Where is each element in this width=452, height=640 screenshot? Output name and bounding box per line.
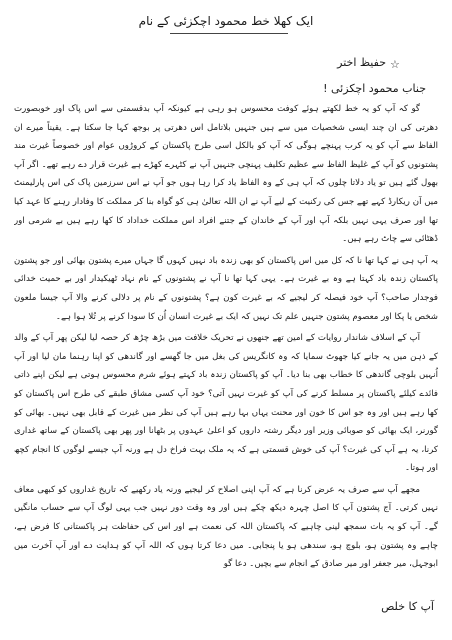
letter-body [14, 100, 438, 588]
paragraph-4: مجھے آپ سے صرف یہ عرض کرنا ہے کہ آپ اپنی اصلاح کر لیجیے ورنہ یاد رکھیے کہ تاریخ غداروں کو کبھی معاف نہیں کرتی۔ آج پشتون آپ کا اصل چہرہ دیکھ چکے ہیں اور وہ وقت دور نہیں جب یہی لوگ آپ سے حساب مانگیں گے۔ آپ کو یہ بات سمجھ لینی چاہیے کہ پاکستان اللہ کی نعمت ہے اور اس کی حفاظت ہر پاکستانی کا فرض ہے، چاہے وہ پشتون ہو، بلوچ ہو، سندھی ہو یا پنجابی۔ میں دعا کرتا ہوں کہ اللہ آپ کو ہدایت دے اور آپ آخرت میں ابوجہل، میر جعفر اور میر صادق کے انجام سے بچیں۔ دعا گو [14, 484, 438, 570]
title-underline [170, 33, 288, 34]
star-icon: ☆ [390, 58, 400, 71]
author-name: حفیظ اختر [337, 56, 386, 69]
letter-title: ایک کھلا خط محمود اچکزئی کے نام [138, 14, 314, 28]
paragraph-2: یہ آپ ہی نے کہا تھا نا کہ کل میں اس پاکستان کو بھی زندہ باد نہیں کہوں گا جہاں میرے پشتون بھائی اور جو پشتون پاکستان زندہ باد کہتا ہے وہ بے غیرت ہے۔ یہی کہا تھا نا آپ نے پشتونوں کے نام نہاد ٹھیکیدار اور بے حمیت خدائی فوجدار صاحب؟ آپ خود فیصلہ کر لیجیے کہ بے غیرت کون ہے؟ پشتونوں کے نام پر دلالی کرنے والا آپ جیسا ملعون شخص یا پکا اور معصوم پشتون جنہیں علم تک نہیں کہ ایک بے غیرت انسان اُن کا سودا کرنے پر تُلا ہوا ہے۔ [14, 255, 438, 322]
paragraph-3: آپ کے اسلاف شاندار روایات کے امین تھے جنھوں نے تحریک خلافت میں بڑھ چڑھ کر حصہ لیا لیکن پھر آپ کے والد کے ذہن میں یہ جانے کیا جھوٹ سمایا کہ وہ کانگریس کی بغل میں جا گھسے اور گاندھی کو اپنا رہنما مان لیا اور آپ اُنہیں بلوچی گاندھی کا خطاب بھی بنا دیا۔ آپ کو پاکستان زندہ باد کہتے ہوئے شرم محسوس ہوتی ہے لیکن اپنے ذاتی فائدے کیلئے پاکستان پر مسلط کرنے کی آپ کو غیرت نہیں آتی؟ خود آپ کسی مشاق طبقے کی طرح اس پاکستان کو کھا رہے ہیں اور وہ جو اس کا خون اور محنت یہاں بہا رہے ہیں آپ کی نظر میں غیرت کے قابل بھی نہیں۔ بھائی کو گورنر، ایک بھائی کو صوبائی وزیر اور دیگر رشتہ داروں کو اعلیٰ عہدوں پر بٹھانا اور پھر بھی پاکستان کے ساتھ غداری کرنا، یہ ہے آپ کی غیرت؟ آپ کی خوش قسمتی ہے کہ یہ ملک بہت فراخ دل ہے ورنہ آپ جیسے لوگوں کا انجام کچھ اور ہوتا۔ [14, 333, 438, 474]
closing-signature: آپ کا خلص [381, 600, 434, 613]
salutation: جناب محمود اچکزئی ! [323, 82, 426, 95]
paragraph-1: گو کہ آپ کو یہ خط لکھتے ہوئے کوفت محسوس ہو رہی ہے کیونکہ آپ بدقسمتی سے اس پاک اور خوبصورت دھرتی کی ان چند ایسی شخصیات میں سے ہیں جنہیں بلاتامل اس دھرتی پر بوجھ کہا جا سکتا ہے۔ یقیناً میرے ان الفاظ سے آپ کو یہ کرب پہنچے ہوگی کہ آپ کو بالکل اسی طرح پاکستان کے کروڑوں عوام اور خصوصاً غیرت مند پشتونوں کو آپ کے غلیظ الفاظ سے عظیم تکلیف پہنچی جنہیں آپ نے کٹہرے کھڑے ہے غیرت قرار دے رہے تھے۔ اگر آپ بھول گئے ہیں تو یاد دلاتا چلوں کہ آپ ہی کے وہ الفاظ یاد کرا رہا ہوں جو آپ نے اس سرزمین پاک کی اس پارلیمنٹ میں آن ریکارڈ کہے تھے جس کی رکنیت کے لیے آپ نے ان اللہ تعالیٰ ہی کو گواہ بنا کر مملکت کا وفادار رہنے کا عہد کیا تھا اور صرف یہی نہیں بلکہ آپ اور آپ کے خاندان کے جتنے افراد اس مملکت خداداد کا کھا رہے ہیں بے شرمی اور ڈھٹائی سے چاٹ رہے ہیں۔ [14, 104, 438, 245]
